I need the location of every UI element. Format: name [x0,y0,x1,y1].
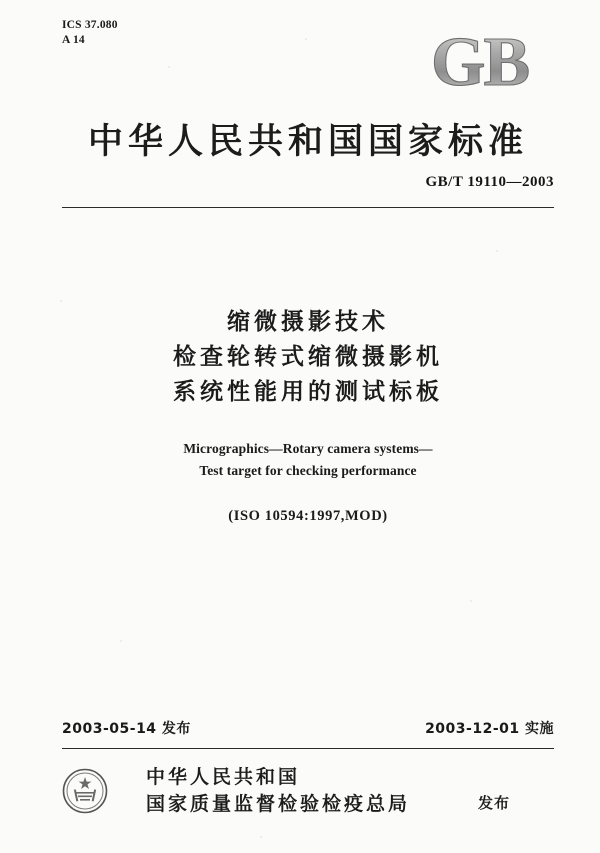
title-cn-line-3: 系统性能用的测试标板 [173,379,443,405]
title-cn-line-2: 检查轮转式缩微摄影机 [173,344,443,370]
gb-logo [429,30,554,96]
standard-number: GB/T 19110—2003 [425,174,554,190]
dates-row [62,718,554,738]
title-cn-line-1: 缩微摄影技术 [227,309,389,335]
implement-date: 2003-12-01 实施 [425,721,554,737]
paper-speck [120,640,122,642]
paper-speck [470,600,472,602]
iso-reference: (ISO 10594:1997,MOD) [228,508,388,524]
paper-speck [496,250,498,252]
paper-speck [60,300,62,302]
title-en-block [62,438,554,482]
ics-code: ICS 37.080 [62,19,118,31]
issuer-line-2: 国家质量监督检验检疫总局 [146,793,411,815]
svg-text:GB: GB [431,30,529,96]
issuer-name [146,764,410,818]
classification-code: A 14 [62,34,85,46]
national-emblem-icon [62,768,108,814]
title-block [62,305,554,525]
title-en-line-1: Micrographics—Rotary camera systems— [183,441,433,456]
issuer-line-1: 中华人民共和国 [146,766,301,788]
paper-speck [260,836,262,838]
issuer-block [62,762,554,824]
header-divider [62,207,554,208]
issue-word: 发布 [478,794,511,812]
ics-classification-block [62,18,118,48]
issue-date: 2003-05-14 发布 [62,721,191,737]
footer-divider [62,748,554,749]
cover-header [62,18,554,193]
page-title: 中华人民共和国国家标准 [87,122,528,162]
title-en-line-2: Test target for checking performance [199,463,417,478]
